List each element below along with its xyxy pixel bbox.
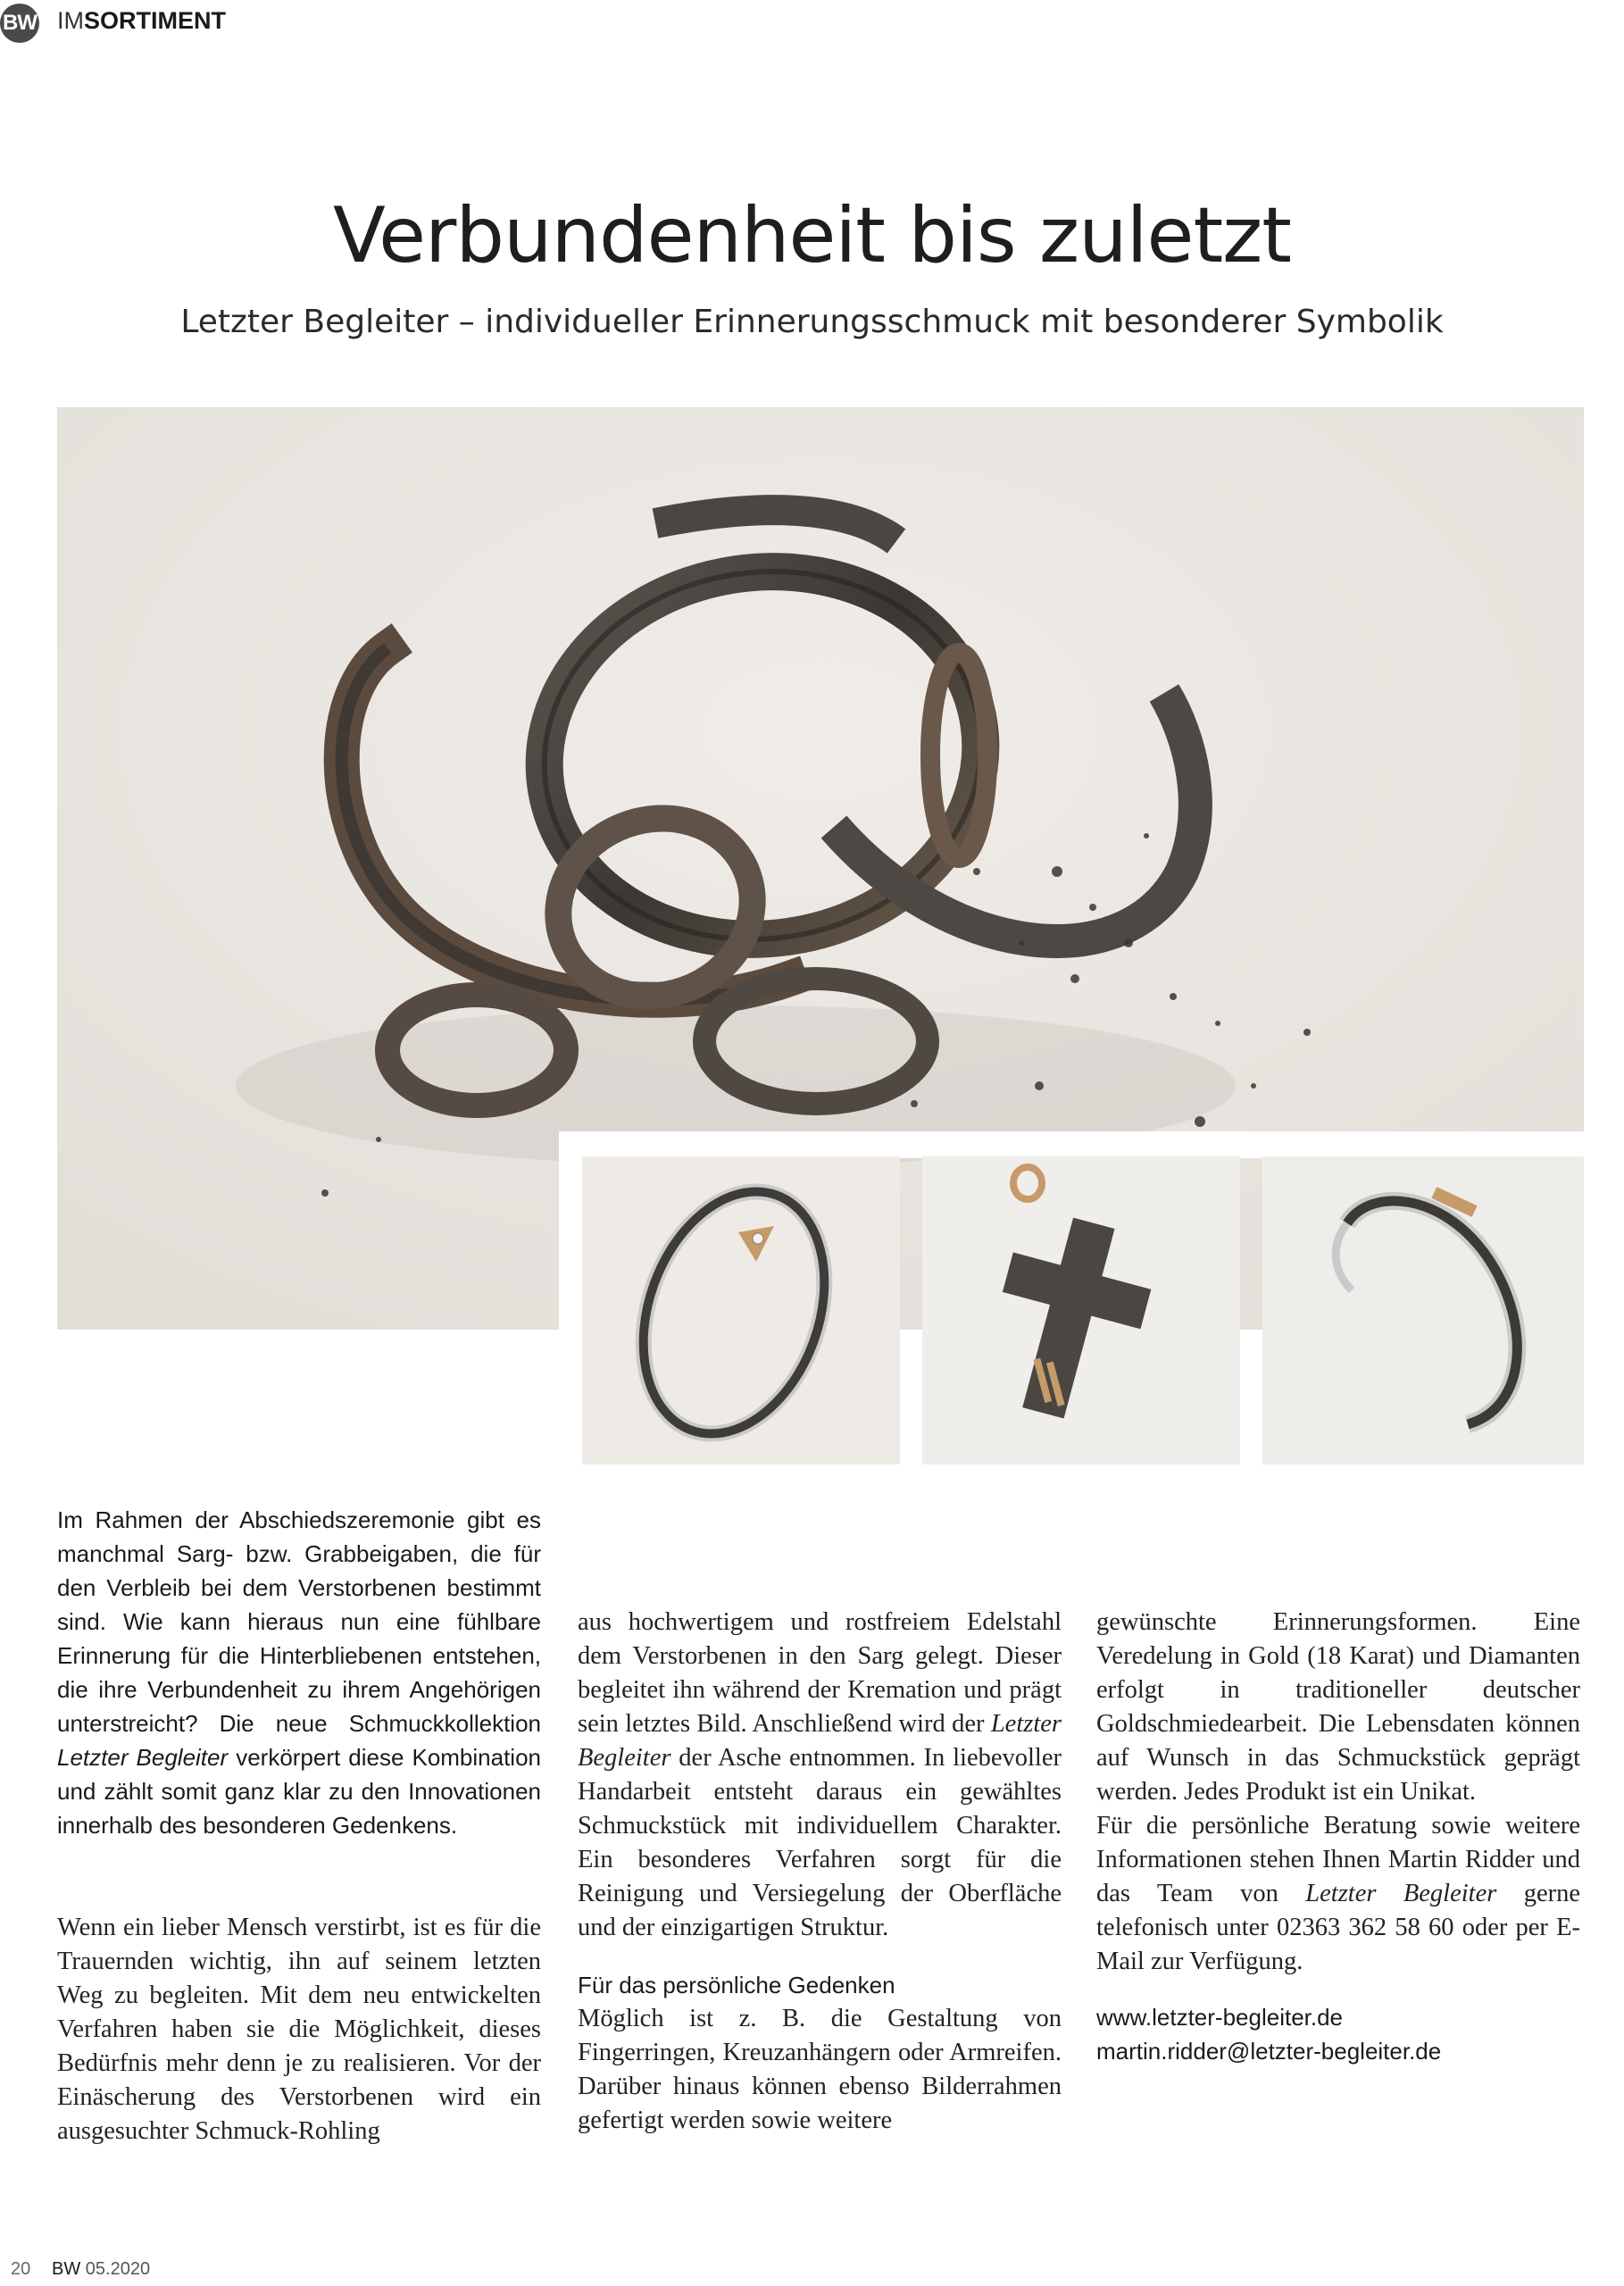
body-text-part2: der Asche entnommen. In liebevoller Handarbeit entsteht daraus ein gewähltes Schmuckstück mit individuellem Charakter. Ein besonderes Verfahren sorgt für die Reinigung und Versiegelung der Oberfläche und der einzigartigen Struktur. xyxy=(578,1744,1062,1941)
intro-text-part2: verkörpert diese Kombination und zählt somit ganz klar zu den Innovationen innerhalb des besonderen Gedenkens. xyxy=(57,1744,542,1839)
issue-number: 05.2020 xyxy=(85,2259,151,2279)
photo-bangle xyxy=(1262,1156,1584,1464)
photo-cross-pendant xyxy=(922,1156,1240,1464)
layout-gap xyxy=(559,1131,1584,1158)
body-column-2 xyxy=(578,1606,1062,2138)
body-text-part1: Für die persönliche Beratung sowie weitere Informationen stehen Ihnen Martin Ridder und das Team von xyxy=(1096,1812,1580,1907)
body-paragraph: gewünschte Erinnerungsformen. Eine Veredelung in Gold (18 Karat) und Diamanten erfolgt in traditioneller deutscher Goldschmiedearbeit. Die Lebensdaten können auf Wunsch in das Schmuckstück geprägt werden. Jedes Produkt ist ein Unikat. xyxy=(1096,1608,1580,1806)
body-paragraph xyxy=(1096,1809,1580,1979)
intro-paragraph xyxy=(57,1503,541,1842)
email-link[interactable]: martin.ridder@letzter-begleiter.de xyxy=(1096,2038,1442,2065)
magazine-name: BW xyxy=(52,2259,81,2279)
body-paragraph: Möglich ist z. B. die Gestaltung von Fingerringen, Kreuzanhängern oder Armreifen. Darüber hinaus können ebenso Bilderrahmen gefertigt werden sowie weitere xyxy=(578,2005,1062,2134)
section-name: SORTIMENT xyxy=(84,7,226,34)
contact-block xyxy=(1096,2000,1580,2068)
section-label xyxy=(57,7,226,35)
body-brand-name: Letzter Begleiter xyxy=(1305,1880,1497,1907)
body-paragraph: Wenn ein lieber Mensch verstirbt, ist es für die Trauernden wichtig, ihn auf seinem letzten Weg zu begleiten. Mit dem neu entwickelten Verfahren haben sie die Möglichkeit, dieses Bedürfnis mehr denn je zu realisieren. Vor der Einäscherung des Verstorbenen wird ein ausgesuchter Schmuck-Rohling xyxy=(57,1914,541,2145)
body-paragraph xyxy=(578,1606,1062,1945)
photo-ring-with-diamond xyxy=(582,1156,900,1464)
issue-label xyxy=(52,2259,150,2280)
body-text-part1: aus hochwertigem und rostfreiem Edelstahl dem Verstorbenen in den Sarg gelegt. Dieser begleitet ihn während der Kremation und prägt sein letztes Bild. Anschließend wird der xyxy=(578,1608,1062,1738)
section-subheading: Für das persönliche Gedenken xyxy=(578,1972,895,1998)
intro-brand-name: Letzter Begleiter xyxy=(57,1744,229,1771)
body-text-part2: gerne telefonisch unter 02363 362 58 60 oder per E-Mail zur Verfügung. xyxy=(1096,1880,1580,1975)
body-column-3 xyxy=(1096,1606,1580,2068)
layout-gap-left xyxy=(559,1131,582,1489)
magazine-logo: BW xyxy=(0,4,39,43)
section-prefix: IM xyxy=(57,7,84,34)
body-column-1 xyxy=(57,1911,541,2148)
body-brand-name: Letzter Begleiter xyxy=(578,1710,1062,1772)
page-subtitle: Letzter Begleiter – individueller Erinnerungsschmuck mit besonderer Symbolik xyxy=(180,304,1444,340)
page-title: Verbundenheit bis zuletzt xyxy=(332,191,1292,280)
page-number: 20 xyxy=(11,2259,31,2279)
website-link[interactable]: www.letzter-begleiter.de xyxy=(1096,2004,1344,2031)
intro-text-part1: Im Rahmen der Abschiedszeremonie gibt es manchmal Sarg- bzw. Grabbeigaben, die für den Verbleib bei dem Verstorbenen bestimmt sind. Wie kann hieraus nun eine fühlbare Erinnerung für die Hinterbliebenen entstehen, die ihre Verbundenheit zu ihrem Angehörigen unterstreicht? Die neue Schmuckkollektion xyxy=(57,1506,541,1737)
